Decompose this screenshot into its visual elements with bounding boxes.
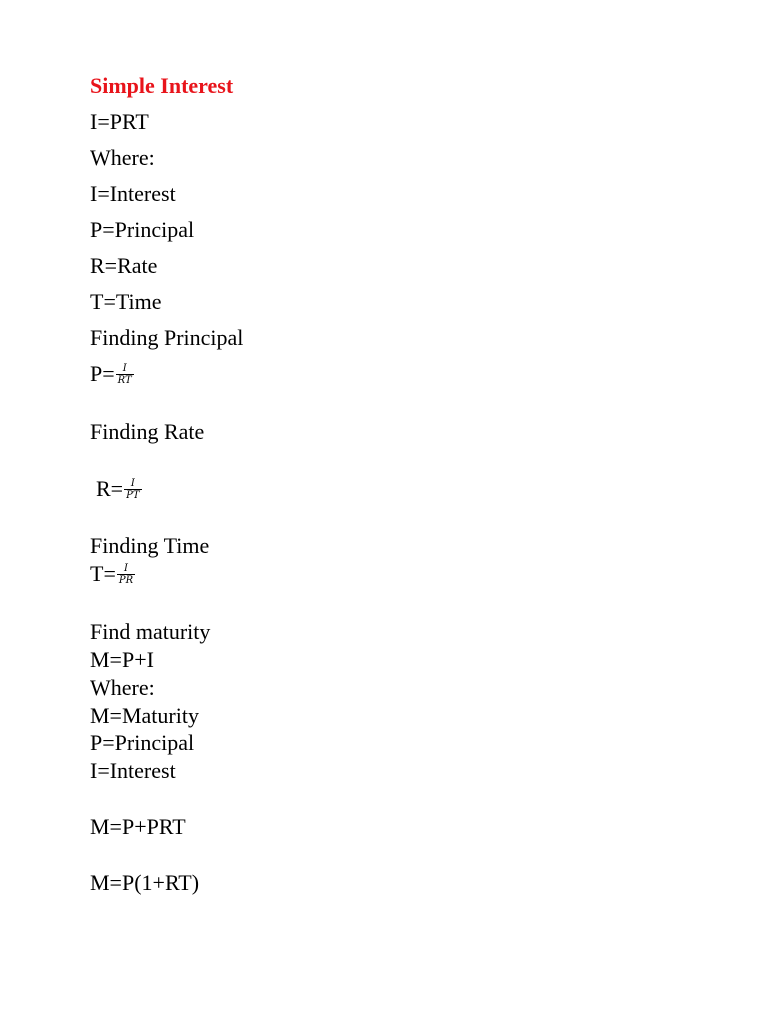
formula-lhs: R=	[96, 476, 124, 501]
fraction	[116, 363, 134, 386]
fraction-denominator: PT	[126, 489, 140, 501]
document-title: Simple Interest	[90, 73, 234, 98]
rate-formula	[96, 476, 142, 502]
formula-line: M=P+PRT	[90, 814, 186, 839]
section-heading: Finding Principal	[90, 325, 244, 350]
text-line: Where:	[90, 145, 155, 170]
time-formula	[90, 561, 135, 587]
formula-line: M=P(1+RT)	[90, 870, 200, 895]
formula-lhs: T=	[90, 561, 116, 586]
definition-line: P=Principal	[90, 730, 195, 755]
formula-line: M=P+I	[90, 647, 154, 672]
definition-line: I=Interest	[90, 758, 176, 783]
principal-formula	[90, 361, 134, 387]
text-line: Where:	[90, 675, 155, 700]
formula-line: I=PRT	[90, 109, 149, 134]
definition-line: T=Time	[90, 289, 162, 314]
fraction	[124, 478, 141, 501]
formula-lhs: P=	[90, 361, 115, 386]
fraction-denominator: PR	[118, 574, 134, 586]
fraction-numerator: I	[122, 362, 127, 374]
section-heading: Find maturity	[90, 619, 211, 644]
fraction-numerator: I	[124, 562, 128, 574]
definition-line: M=Maturity	[90, 703, 199, 728]
fraction-denominator: RT	[117, 374, 132, 386]
section-heading: Finding Time	[90, 533, 210, 558]
section-heading: Finding Rate	[90, 419, 205, 444]
fraction-numerator: I	[130, 477, 135, 489]
definition-line: P=Principal	[90, 217, 195, 242]
definition-line: R=Rate	[90, 253, 158, 278]
definition-line: I=Interest	[90, 181, 176, 206]
fraction	[117, 563, 135, 586]
